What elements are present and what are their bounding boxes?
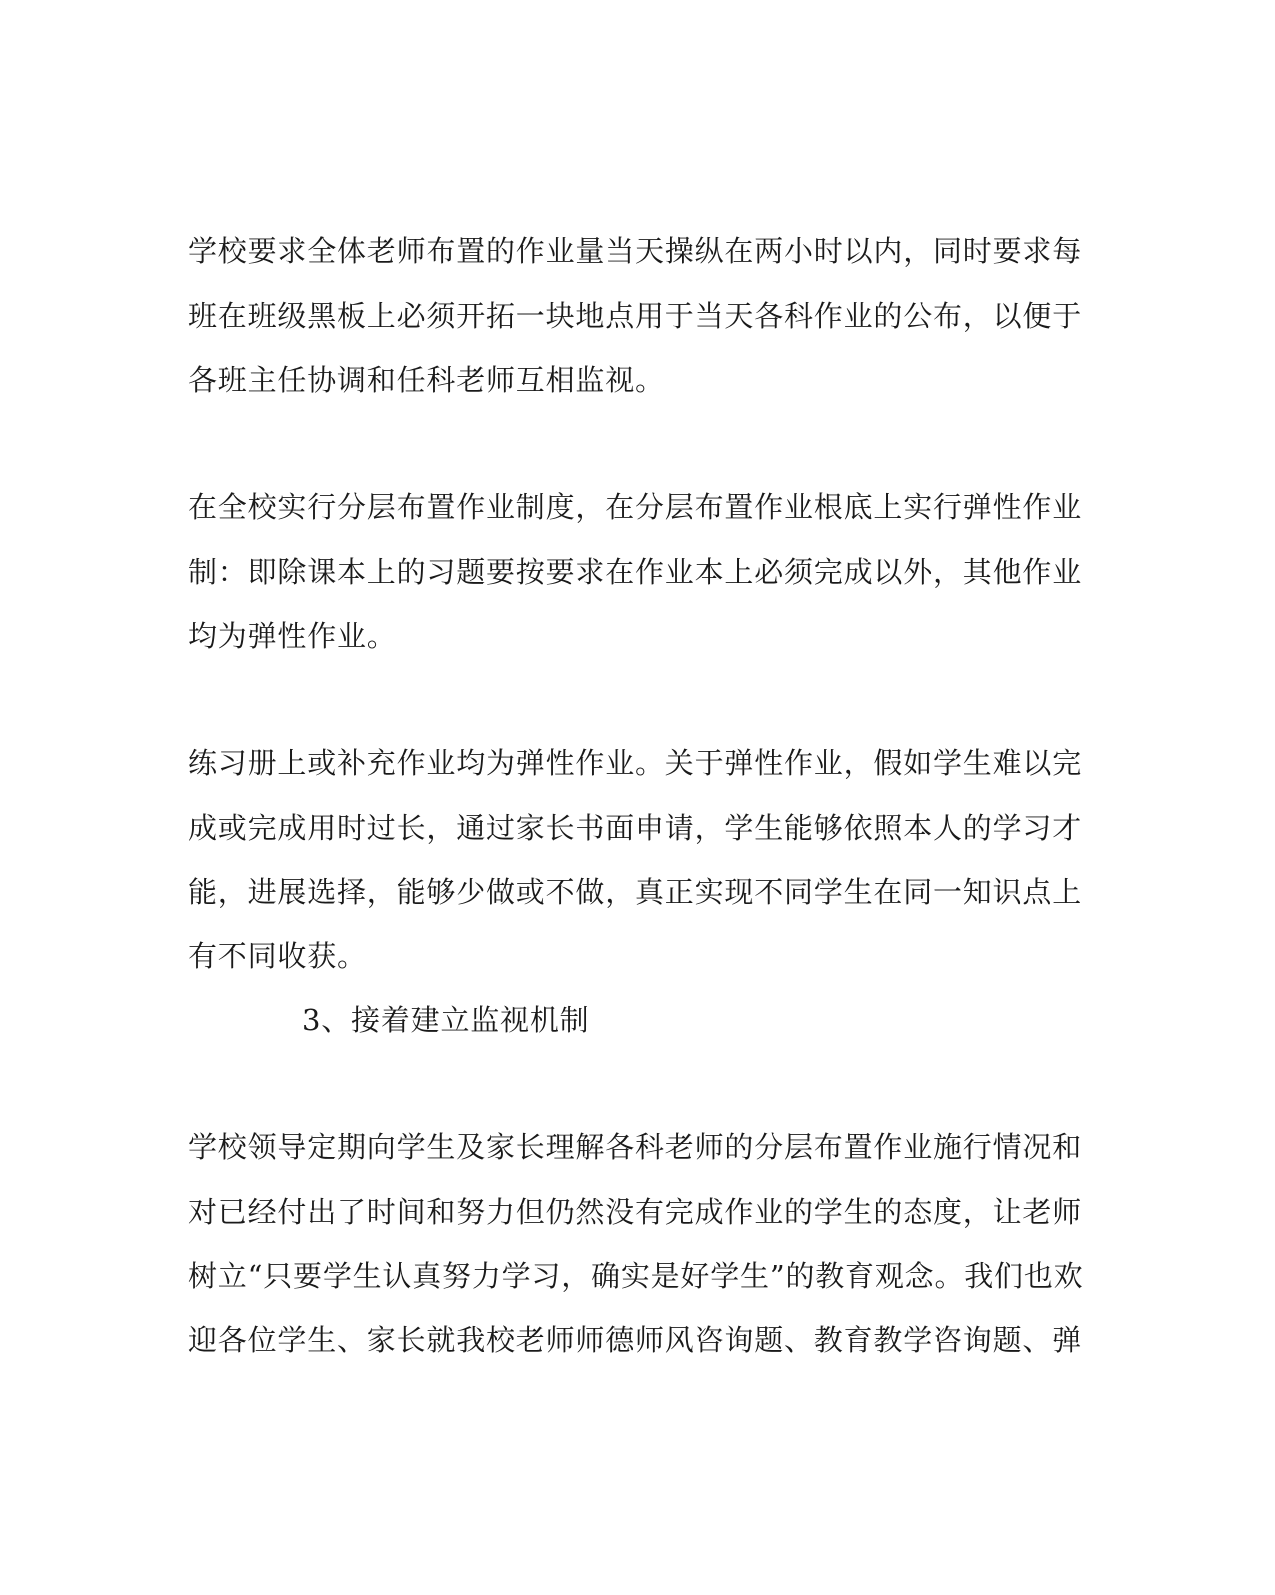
section-heading: 3、接着建立监视机制 bbox=[302, 1003, 590, 1037]
text-line: 学校要求全体老师布置的作业量当天操纵在两小时以内，同时要求每 bbox=[188, 234, 1083, 268]
text-line: 能，进展选择，能够少做或不做，真正实现不同学生在同一知识点上 bbox=[188, 875, 1083, 909]
text-line: 在全校实行分层布置作业制度，在分层布置作业根底上实行弹性作业 bbox=[188, 490, 1083, 524]
text-line: 各班主任协调和任科老师互相监视。 bbox=[188, 363, 665, 397]
text-line: 制：即除课本上的习题要按要求在作业本上必须完成以外，其他作业 bbox=[188, 555, 1083, 589]
text-line: 学校领导定期向学生及家长理解各科老师的分层布置作业施行情况和 bbox=[188, 1130, 1083, 1164]
text-line: 对已经付出了时间和努力但仍然没有完成作业的学生的态度，让老师 bbox=[188, 1195, 1083, 1229]
text-line: 练习册上或补充作业均为弹性作业。关于弹性作业，假如学生难以完 bbox=[188, 746, 1083, 780]
text-line: 成或完成用时过长，通过家长书面申请，学生能够依照本人的学习才 bbox=[188, 811, 1083, 845]
text-line: 迎各位学生、家长就我校老师师德师风咨询题、教育教学咨询题、弹 bbox=[188, 1323, 1083, 1357]
text-line: 均为弹性作业。 bbox=[188, 619, 397, 653]
text-line: 有不同收获。 bbox=[188, 939, 367, 973]
text-line: 树立“只要学生认真努力学习，确实是好学生”的教育观念。我们也欢 bbox=[188, 1259, 1084, 1293]
text-line: 班在班级黑板上必须开拓一块地点用于当天各科作业的公布，以便于 bbox=[188, 299, 1083, 333]
